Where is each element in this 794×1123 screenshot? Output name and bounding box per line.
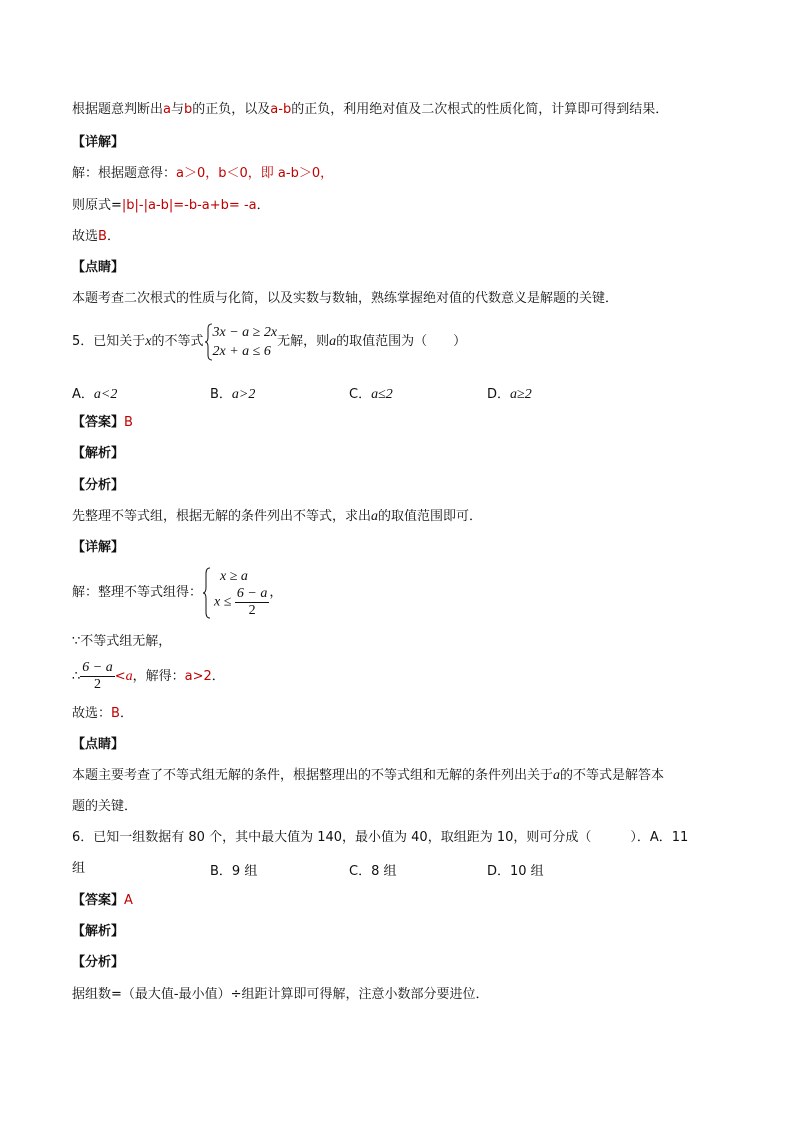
var-b: b <box>184 102 193 117</box>
option-d[interactable]: D．a≥2 <box>487 387 532 402</box>
simplified-system: x ≥ a x ≤ $\frac{6 - a}{2}$ <box>202 567 269 619</box>
q6-option-b[interactable]: B．9 组 <box>210 864 258 879</box>
fenxi-6: 据组数=（最大值-最小值）÷组距计算即可得解，注意小数部分要进位． <box>72 987 489 1002</box>
solution-5a: 解：整理不等式组得： x ≥ a x ≤ $\frac{6 - a}{2}$ ， <box>72 568 283 618</box>
fraction: $\frac{6 - a}{2}$ <box>236 585 268 618</box>
solution-5b: ∵不等式组无解， <box>72 634 172 649</box>
var-a: a <box>163 102 171 117</box>
analysis-heading-6: 【解析】 <box>72 924 125 939</box>
left-brace-icon <box>204 323 213 361</box>
remark-heading: 【点睛】 <box>72 260 125 275</box>
solution-line-3: 故选B． <box>72 229 120 244</box>
answer-5: 【答案】B <box>72 415 133 430</box>
solution-5c: ∴ $\frac{6 - a}{2}$ <a，解得：a>2． <box>72 660 225 692</box>
fenxi-heading-5: 【分析】 <box>72 478 125 493</box>
var-a-minus-b: a-b <box>270 102 292 117</box>
q6-option-d[interactable]: D．10 组 <box>487 864 544 879</box>
q6-option-c[interactable]: C．8 组 <box>349 864 397 879</box>
inequality-system: 3x − a ≥ 2x 2x + a ≤ 6 <box>204 323 278 361</box>
analysis-paragraph: 根据题意判断出a与b的正负，以及a-b的正负，利用绝对值及二次根式的性质化简，计算即可得到结果． <box>72 102 669 117</box>
solution-line-2: 则原式=|b|-|a-b|=-b-a+b= -a． <box>72 198 270 213</box>
question-5: 5．已知关于x的不等式 3x − a ≥ 2x 2x + a ≤ 6 无解，则a的取值范围为（ ） <box>72 324 467 359</box>
detail-heading-5: 【详解】 <box>72 540 125 555</box>
remark-5-line-2: 题的关键． <box>72 799 138 814</box>
option-b[interactable]: B．a>2 <box>210 387 256 402</box>
option-a[interactable]: A．a<2 <box>72 387 118 402</box>
fenxi-heading-6: 【分析】 <box>72 955 125 970</box>
question-6-line-2: 组 <box>72 861 86 876</box>
solution-line-1: 解：根据题意得：a＞0，b＜0，即 a-b＞0， <box>72 166 334 181</box>
left-brace-icon <box>202 567 211 619</box>
remark-5-line-1: 本题主要考查了不等式组无解的条件，根据整理出的不等式组和无解的条件列出关于a的不等式是解答本 <box>72 768 665 783</box>
fenxi-5: 先整理不等式组，根据无解的条件列出不等式，求出a的取值范围即可． <box>72 509 483 524</box>
analysis-heading-5: 【解析】 <box>72 446 125 461</box>
answer-6: 【答案】A <box>72 893 133 908</box>
remark-paragraph: 本题考查二次根式的性质与化简，以及实数与数轴，熟练掌握绝对值的代数意义是解题的关键． <box>72 291 619 306</box>
fraction: $\frac{6 - a}{2}$ <box>82 660 113 692</box>
solution-5d: 故选：B． <box>72 706 133 721</box>
option-c[interactable]: C．a≤2 <box>349 387 393 402</box>
remark-heading-5: 【点睛】 <box>72 737 125 752</box>
question-6-line-1: 6．已知一组数据有 80 个，其中最大值为 140，最小值为 40，取组距为 10，则可分成（ ）．A．11 <box>72 830 689 845</box>
detail-heading: 【详解】 <box>72 135 125 150</box>
